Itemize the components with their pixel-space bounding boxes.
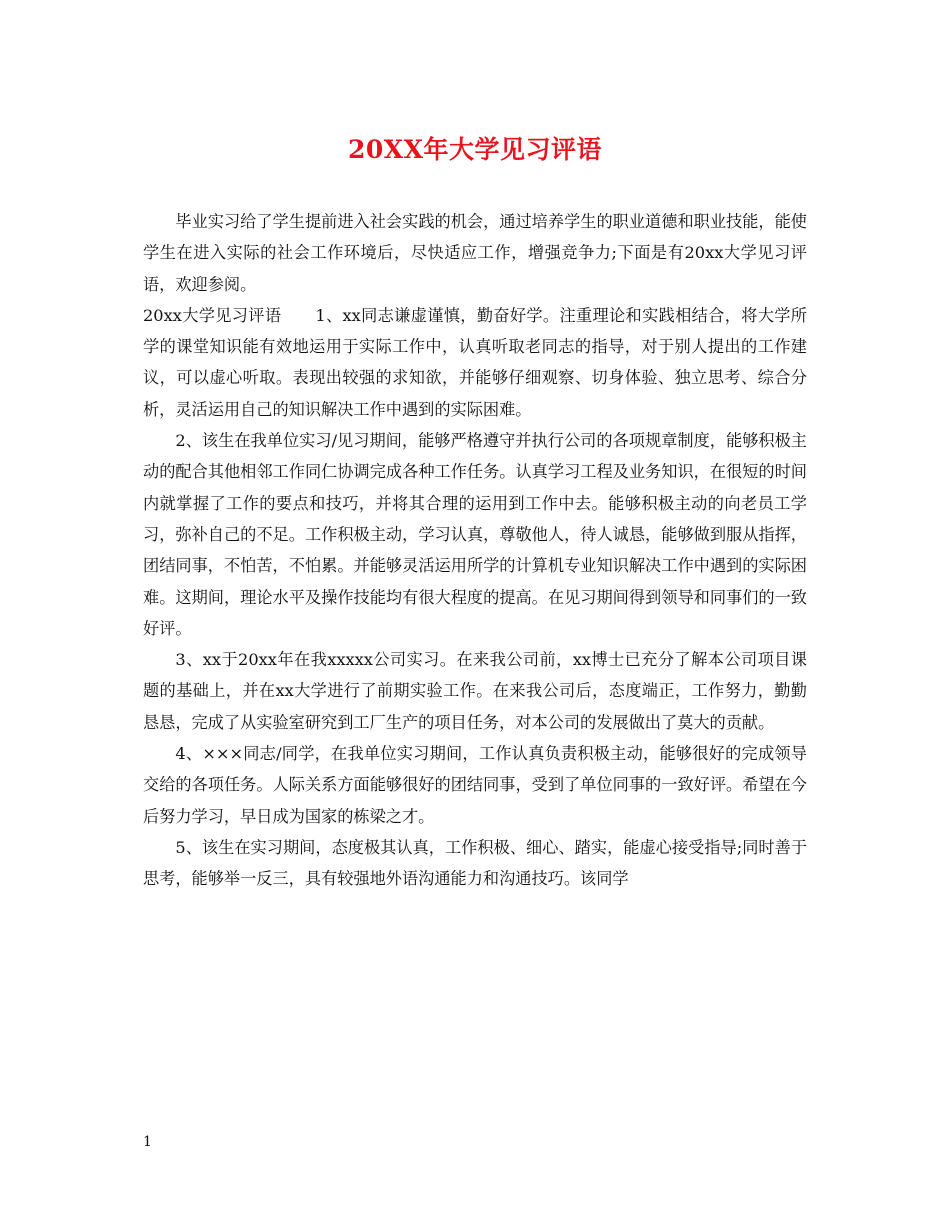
document-title: 20XX年大学见习评语 xyxy=(347,135,603,164)
document-body xyxy=(143,206,807,895)
evaluation-paragraph-2: 2、该生在我单位实习/见习期间，能够严格遵守并执行公司的各项规章制度，能够积极主动的配合其他相邻工作同仁协调完成各种工作任务。认真学习工程及业务知识，在很短的时间内就掌握了工作的要点和技巧，并将其合理的运用到工作中去。能够积极主动的向老员工学习，弥补自己的不足。工作积极主动，学习认真，尊敬他人，待人诚恳，能够做到服从指挥，团结同事，不怕苦，不怕累。并能够灵活运用所学的计算机专业知识解决工作中遇到的实际困难。这期间，理论水平及操作技能均有很大程度的提高。在见习期间得到领导和同事们的一致好评。 xyxy=(143,431,807,638)
evaluation-text-1: 1、xx同志谦虚谨慎，勤奋好学。注重理论和实践相结合，将大学所学的课堂知识能有效地运用于实际工作中，认真听取老同志的指导，对于别人提出的工作建议，可以虚心听取。表现出较强的求知欲，并能够仔细观察、切身体验、独立思考、综合分析，灵活运用自己的知识解决工作中遇到的实际困难。 xyxy=(143,305,807,419)
evaluation-paragraph-5: 5、该生在实习期间，态度极其认真，工作积极、细心、踏实，能虚心接受指导;同时善于思考，能够举一反三，具有较强地外语沟通能力和沟通技巧。该同学 xyxy=(143,837,807,889)
evaluation-paragraph-4: 4、×××同志/同学，在我单位实习期间，工作认真负责积极主动，能够很好的完成领导交给的各项任务。人际关系方面能够很好的团结同事，受到了单位同事的一致好评。希望在今后努力学习，早日成为国家的栋梁之才。 xyxy=(143,744,807,826)
first-evaluation-paragraph xyxy=(143,300,807,425)
section-heading: 20xx大学见习评语 xyxy=(143,305,282,325)
evaluation-paragraph-3: 3、xx于20xx年在我xxxxx公司实习。在来我公司前，xx博士已充分了解本公司项目课题的基础上，并在xx大学进行了前期实验工作。在来我公司后，态度端正，工作努力，勤勤恳恳，完成了从实验室研究到工厂生产的项目任务，对本公司的发展做出了莫大的贡献。 xyxy=(143,650,807,732)
page-number: 1 xyxy=(143,1134,152,1150)
intro-paragraph: 毕业实习给了学生提前进入社会实践的机会，通过培养学生的职业道德和职业技能，能使学生在进入实际的社会工作环境后，尽快适应工作，增强竞争力;下面是有20xx大学见习评语，欢迎参阅。 xyxy=(143,212,807,294)
